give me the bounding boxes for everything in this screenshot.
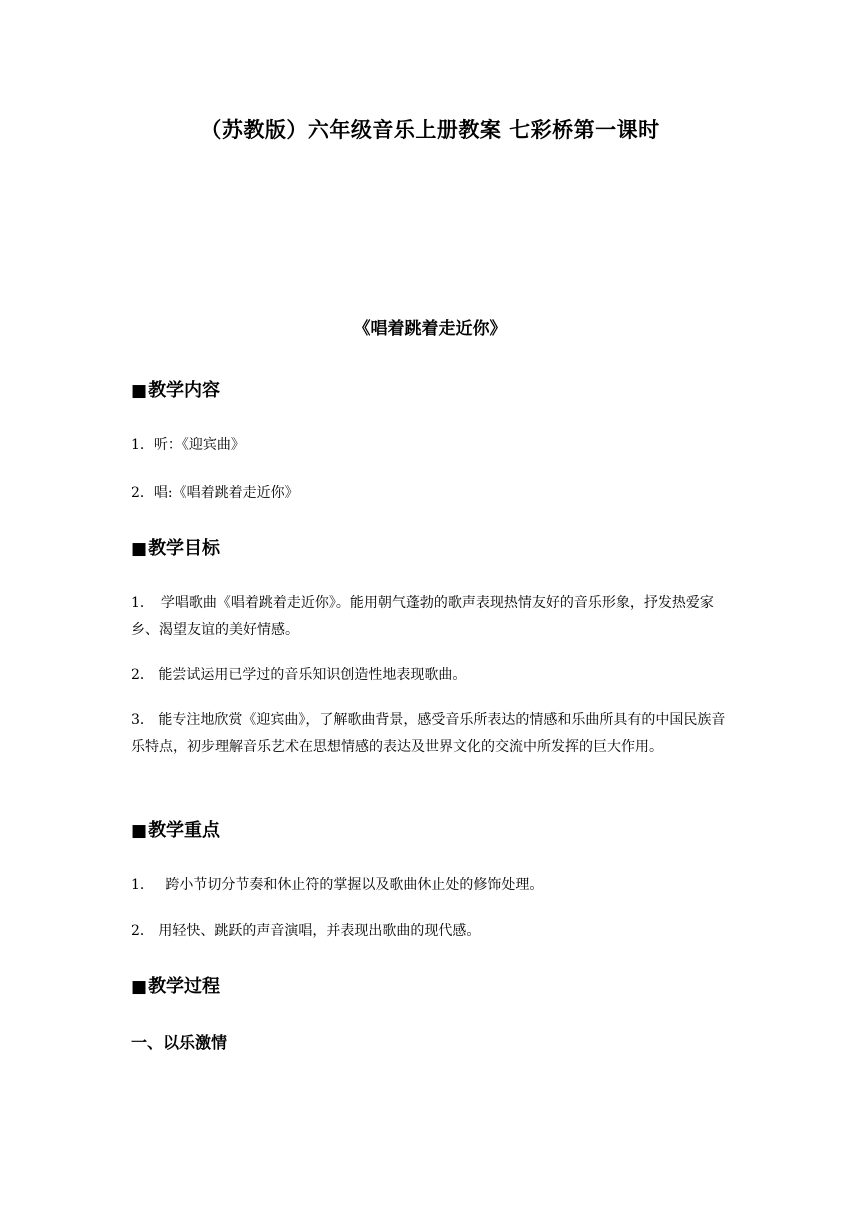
document-title: （苏教版）六年级音乐上册教案 七彩桥第一课时 bbox=[200, 118, 660, 142]
section-heading-content: ■教学内容 bbox=[131, 380, 221, 401]
goal-item-1: 1． 学唱歌曲《唱着跳着走近你》。能用朝气蓬勃的歌声表现热情友好的音乐形象，抒发热爱家乡、渴望友谊的美好情感。 bbox=[131, 595, 714, 638]
square-bullet-icon: ■ bbox=[131, 821, 148, 841]
lesson-title: 《唱着跳着走近你》 bbox=[353, 319, 507, 339]
goal-item-3: 3． 能专注地欣赏《迎宾曲》，了解歌曲背景，感受音乐所表达的情感和乐曲所具有的中国民族音乐特点，初步理解音乐艺术在思想情感的表达及世界文化的交流中所发挥的巨大作用。 bbox=[131, 712, 726, 755]
focus-item-1: 1． 跨小节切分节奏和休止符的掌握以及歌曲休止处的修饰处理。 bbox=[131, 877, 544, 893]
focus-item-2: 2． 用轻快、跳跃的声音演唱，并表现出歌曲的现代感。 bbox=[131, 923, 481, 939]
goal-item-2: 2． 能尝试运用已学过的音乐知识创造性地表现歌曲。 bbox=[131, 667, 467, 683]
square-bullet-icon: ■ bbox=[131, 977, 148, 997]
section-heading-process: ■教学过程 bbox=[131, 976, 221, 997]
section-heading-focus: ■教学重点 bbox=[131, 820, 221, 841]
square-bullet-icon: ■ bbox=[131, 539, 148, 559]
square-bullet-icon: ■ bbox=[131, 381, 148, 401]
section-heading-goals: ■教学目标 bbox=[131, 538, 221, 559]
process-sub-heading: 一、以乐激情 bbox=[131, 1033, 228, 1052]
content-item-1: 1．听：《迎宾曲》 bbox=[131, 437, 245, 453]
content-item-2: 2．唱:《唱着跳着走近你》 bbox=[131, 485, 299, 501]
